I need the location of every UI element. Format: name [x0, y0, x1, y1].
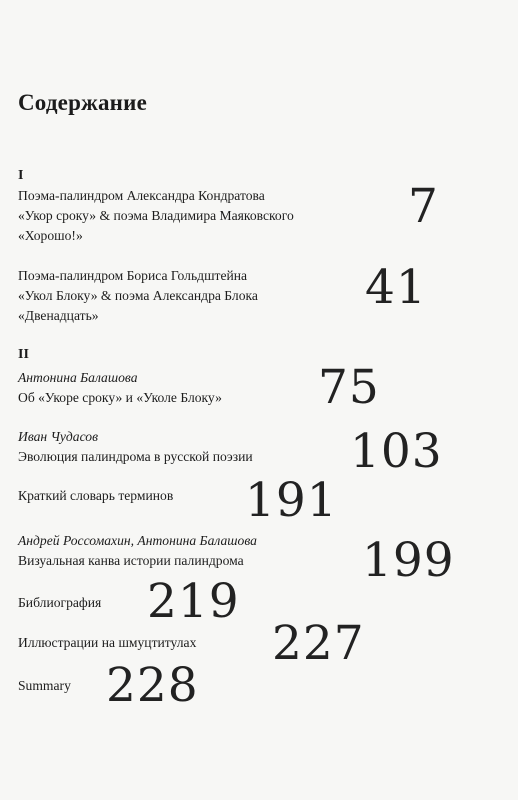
page-number: 227 [272, 616, 365, 671]
entry-title-line: Поэма-палиндром Бориса Гольдштейна [18, 268, 248, 283]
entry-title-line: Поэма-палиндром Александра Кондратова [18, 188, 265, 203]
toc-entry[interactable] [18, 427, 253, 467]
entry-author: Иван Чудасов [18, 429, 98, 444]
page-number: 41 [365, 260, 427, 315]
entry-title-line: Об «Укоре сроку» и «Уколе Блоку» [18, 390, 222, 405]
page-title: Содержание [18, 90, 147, 115]
entry-author: Антонина Балашова [18, 370, 138, 385]
toc-entry[interactable] [18, 486, 173, 506]
page-number: 7 [408, 179, 439, 234]
entry-title-line: «Укор сроку» & поэма Владимира Маяковского [18, 208, 294, 223]
page-number: 199 [362, 533, 455, 588]
toc-entry[interactable] [18, 266, 258, 326]
toc-entry[interactable] [18, 633, 196, 653]
entry-title-line: «Укол Блоку» & поэма Александра Блока [18, 288, 258, 303]
entry-title-line: Summary [18, 678, 71, 693]
toc-entry[interactable] [18, 368, 222, 408]
page-number: 75 [318, 360, 380, 415]
entry-title-line: Библиография [18, 595, 102, 610]
entry-title-line: Эволюция палиндрома в русской поэзии [18, 449, 253, 464]
section-heading-1: I [18, 168, 24, 183]
page-number: 228 [106, 658, 199, 713]
entry-title-line: «Хорошо!» [18, 228, 83, 243]
entry-title-line: «Двенадцать» [18, 308, 99, 323]
page-number: 219 [147, 574, 240, 629]
section-heading-2: II [18, 347, 29, 362]
entry-title-line: Иллюстрации на шмуцтитулах [18, 635, 197, 650]
entry-title-line: Визуальная канва истории палиндрома [18, 553, 244, 568]
toc-entry[interactable] [18, 186, 294, 246]
page-number: 191 [245, 473, 338, 528]
page-number: 103 [350, 424, 443, 479]
toc-entry[interactable] [18, 676, 71, 696]
toc-entry[interactable] [18, 531, 257, 571]
entry-author: Андрей Россомахин, Антонина Балашова [18, 533, 257, 548]
toc-entry[interactable] [18, 593, 101, 613]
entry-title-line: Краткий словарь терминов [18, 488, 174, 503]
